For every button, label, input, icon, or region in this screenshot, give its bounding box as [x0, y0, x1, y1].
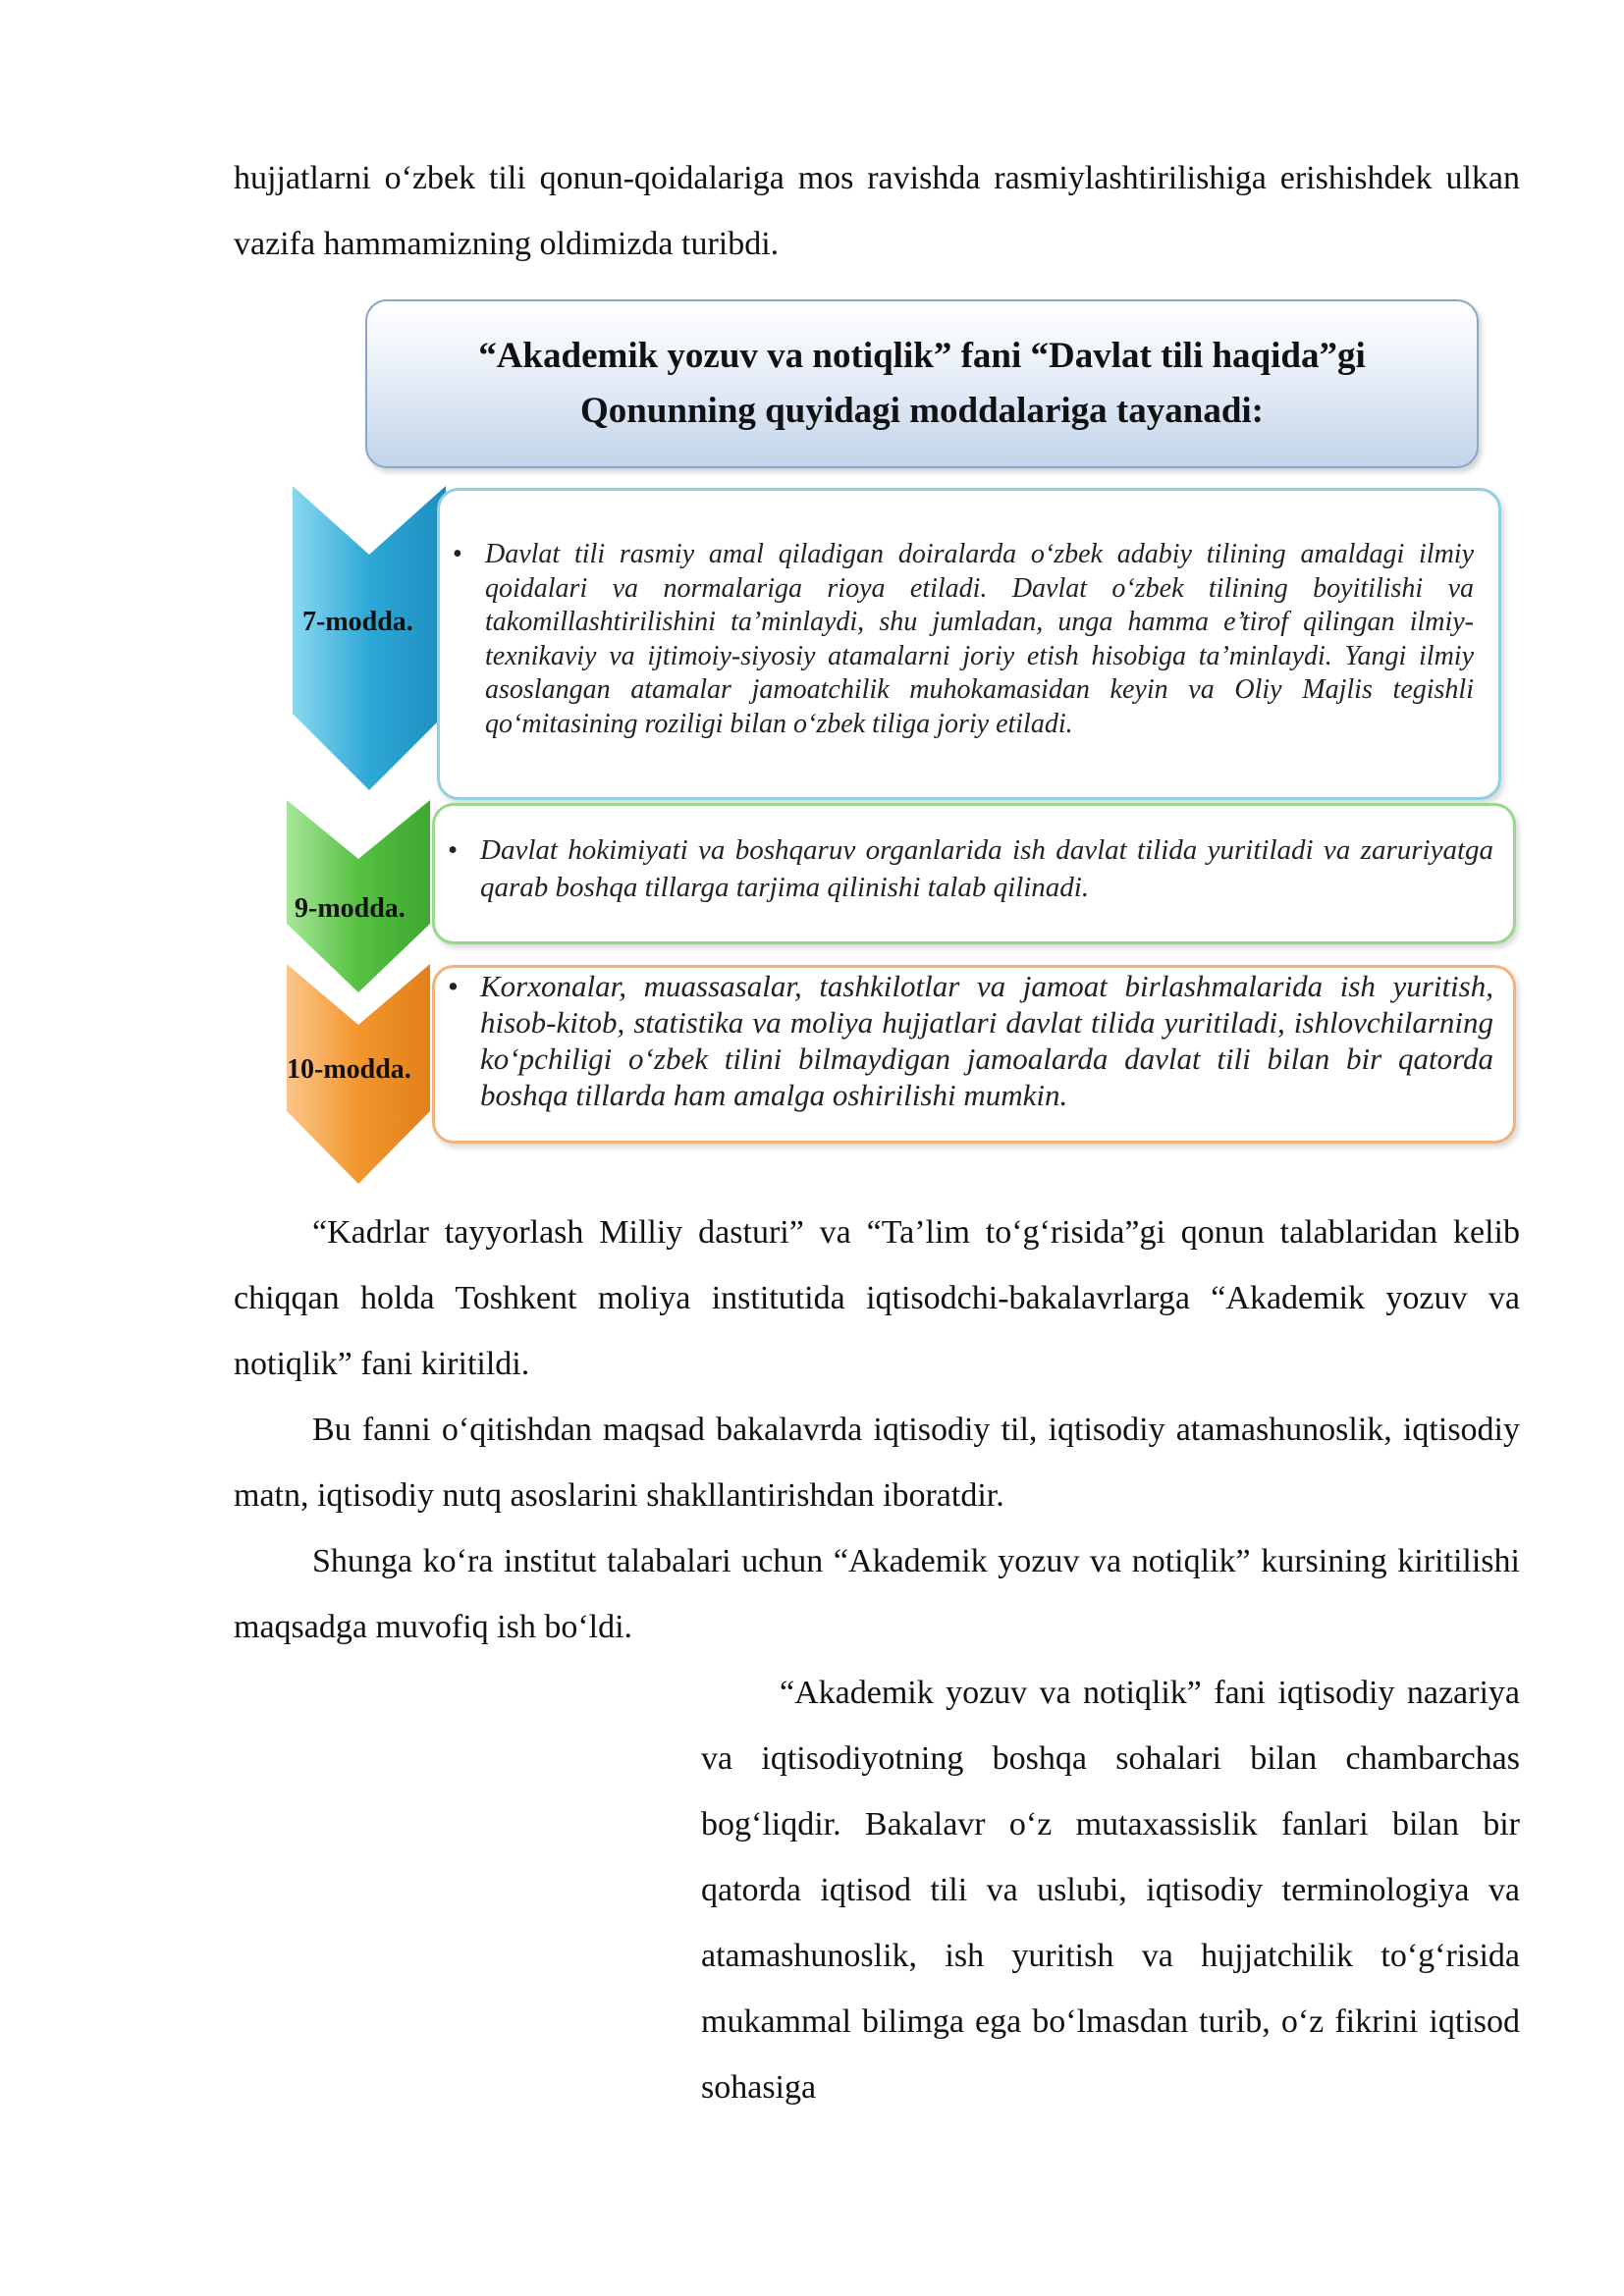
diagram-header: [365, 299, 1479, 468]
bullet-icon: •: [448, 834, 459, 866]
paragraph-2: Bu fanni o‘qitishdan maqsad bakalavrda iqtisodiy til, iqtisodiy atamashunoslik, iqtisodiy matn, iqtisodiy nutq asoslarini shakllantirishdan iboratdir.: [234, 1412, 1520, 1514]
intro-paragraph: hujjatlarni o‘zbek tili qonun-qoidalariga mos ravishda rasmiylashtirilishiga erishishdek ulkan vazifa hammamizning oldimizda turibdi.: [234, 160, 1520, 262]
paragraph-4: “Akademik yozuv va notiqlik” fani iqtisodiy nazariya va iqtisodiyotning boshqa sohalari bilan chambarchas bog‘liqdir. Bakalavr o‘z mutaxassislik fanlari bilan bir qatorda iqtisod tili va uslubi, iqtisodiy terminologiya va atamashunoslik, ish yuritish va hujjatchilik to‘g‘risida mukammal bilimga ega bo‘lmasdan turib, o‘z fikrini iqtisod sohasiga: [701, 1675, 1520, 2106]
card-10-modda: [432, 965, 1516, 1144]
text-9-modda: Davlat hokimiyati va boshqaruv organlarida ish davlat tilida yuritiladi va zaruriyatga qarab boshqa tillarga tarjima qilinishi talab qilinadi.: [480, 834, 1493, 903]
text-7-modda: Davlat tili rasmiy amal qiladigan doiralarda o‘zbek adabiy tilining amaldagi ilmiy qoidalari va normalariga rioya etiladi. Davlat o‘zbek tilining boyitilishi va takomillashtirilishini ta’minlaydi, shu jumladan, unga hamma e’tirof qilingan ilmiy-texnikaviy va ijtimoiy-siyosiy atamalarni joriy etish hisobiga ta’minlaydi. Yangi ilmiy asoslangan atamalar jamoatchilik muhokamasidan keyin va Oliy Majlis tegishli qo‘mitasining roziligi bilan o‘zbek tiliga joriy etiladi.: [485, 539, 1474, 739]
label-7-modda: 7-modda.: [302, 607, 413, 637]
card-9-modda: [432, 803, 1516, 944]
chevron-7-modda: [291, 486, 448, 792]
bullet-icon: •: [448, 969, 459, 1003]
label-9-modda: 9-modda.: [295, 893, 406, 924]
card-7-modda: [437, 488, 1501, 800]
bullet-icon: •: [453, 539, 462, 569]
label-10-modda: 10-modda.: [287, 1054, 411, 1085]
paragraph-1: “Kadrlar tayyorlash Milliy dasturi” va “Ta’lim to‘g‘risida”gi qonun talablaridan kelib chiqqan holda Toshkent moliya institutida iqtisodchi-bakalavrlarga “Akademik yozuv va notiqlik” fani kiritildi.: [234, 1214, 1520, 1382]
diagram-header-line2: Qonunning quyidagi moddalariga tayanadi:: [579, 391, 1264, 431]
paragraph-3: Shunga ko‘ra institut talabalari uchun “Akademik yozuv va notiqlik” kursining kiritilishi maqsadga muvofiq ish bo‘ldi.: [234, 1543, 1520, 1645]
text-10-modda: Korxonalar, muassasalar, tashkilotlar va jamoat birlashmalarida ish yuritish, hisob-kitob, statistika va moliya hujjatlari davlat tilida yuritiladi, ishlovchilarning ko‘pchiligi o‘zbek tilini bilmaydigan jamoalarda davlat tili bilan bir qatorda boshqa tillarda ham amalga oshirilishi mumkin.: [480, 969, 1493, 1112]
diagram-header-line1: “Akademik yozuv va notiqlik” fani “Davlat tili haqida”gi: [478, 336, 1366, 376]
